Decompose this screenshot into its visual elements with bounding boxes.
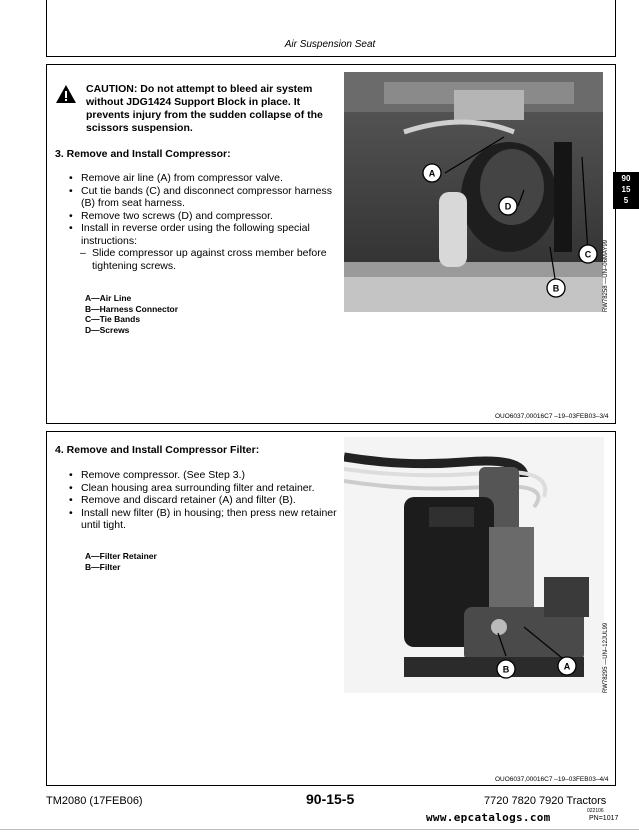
list-item: • Clean housing area surrounding filter and retainer. xyxy=(69,481,315,494)
legend-item: A—Filter Retainer xyxy=(85,551,157,561)
warning-triangle-icon xyxy=(55,84,77,104)
step3-legend xyxy=(85,293,178,335)
page-title: Air Suspension Seat xyxy=(284,39,376,50)
list-item: • Install new filter (B) in housing; then press new retainer until tight. xyxy=(69,506,337,531)
legend-item: C—Tie Bands xyxy=(85,314,141,324)
legend-item: B—Harness Connector xyxy=(85,303,179,314)
list-item: • Remove and discard retainer (A) and filter (B). xyxy=(69,494,296,506)
step3-title: 3. Remove and Install Compressor: xyxy=(55,148,231,160)
footer-manual-id: TM2080 (17FEB06) xyxy=(46,795,143,807)
sub-list-item: – Slide compressor up against cross member before tightening screws. xyxy=(80,247,327,272)
callout-c: C xyxy=(584,249,592,260)
list-item: • Remove two screws (D) and compressor. xyxy=(69,209,273,222)
step4-title: 4. Remove and Install Compressor Filter: xyxy=(55,444,260,456)
list-item: • Cut tie bands (C) and disconnect compressor harness (B) from seat harness. xyxy=(69,184,332,209)
footer-pn: PN=1017 xyxy=(589,815,619,822)
section-tab-badge xyxy=(613,172,639,209)
list-item: • Install in reverse order using the following special instructions: xyxy=(69,222,310,247)
callout-b: B xyxy=(502,664,510,675)
step4-legend xyxy=(85,551,157,572)
step4-instructions xyxy=(68,469,340,532)
tab-line: 5 xyxy=(623,196,629,205)
step3-reference: OUO6037,00016C7 –19–03FEB03–3/4 xyxy=(495,413,609,420)
footer-page-number: 90-15-5 xyxy=(306,791,355,807)
list-item: • Remove compressor. (See Step 3.) xyxy=(69,469,245,481)
step4-reference: OUO6037,00016C7 –19–03FEB03–4/4 xyxy=(495,776,609,783)
photo1-code: RW78258 —UN–06MAY99 xyxy=(603,239,609,312)
step3-instructions xyxy=(68,172,340,272)
legend-item: B—Filter xyxy=(85,561,121,572)
footer-date-code: 022106 xyxy=(587,808,604,814)
callout-d: D xyxy=(504,201,512,212)
legend-item: A—Air Line xyxy=(85,293,132,303)
callout-a: A xyxy=(428,168,436,179)
footer-models: 7720 7820 7920 Tractors xyxy=(484,795,607,807)
photo2-code: RW78295 —UN–12JUL99 xyxy=(603,622,609,693)
bottom-divider xyxy=(0,829,639,830)
callout-b: B xyxy=(552,283,560,294)
caution-block xyxy=(55,83,340,135)
caution-text: CAUTION: Do not attempt to bleed air system without JDG1424 Support Block in place. It prevents injury from the sudden collapse of the scissors suspension. xyxy=(86,83,323,134)
legend-item: D—Screws xyxy=(85,324,130,335)
step3-callouts xyxy=(344,72,603,312)
step4-callouts xyxy=(344,437,604,693)
list-item: • Remove air line (A) from compressor valve. xyxy=(69,172,283,184)
callout-a: A xyxy=(563,661,571,672)
tab-line: 15 xyxy=(621,185,631,194)
tab-line: 90 xyxy=(621,174,631,183)
watermark-link[interactable]: www.epcatalogs.com xyxy=(426,811,551,824)
